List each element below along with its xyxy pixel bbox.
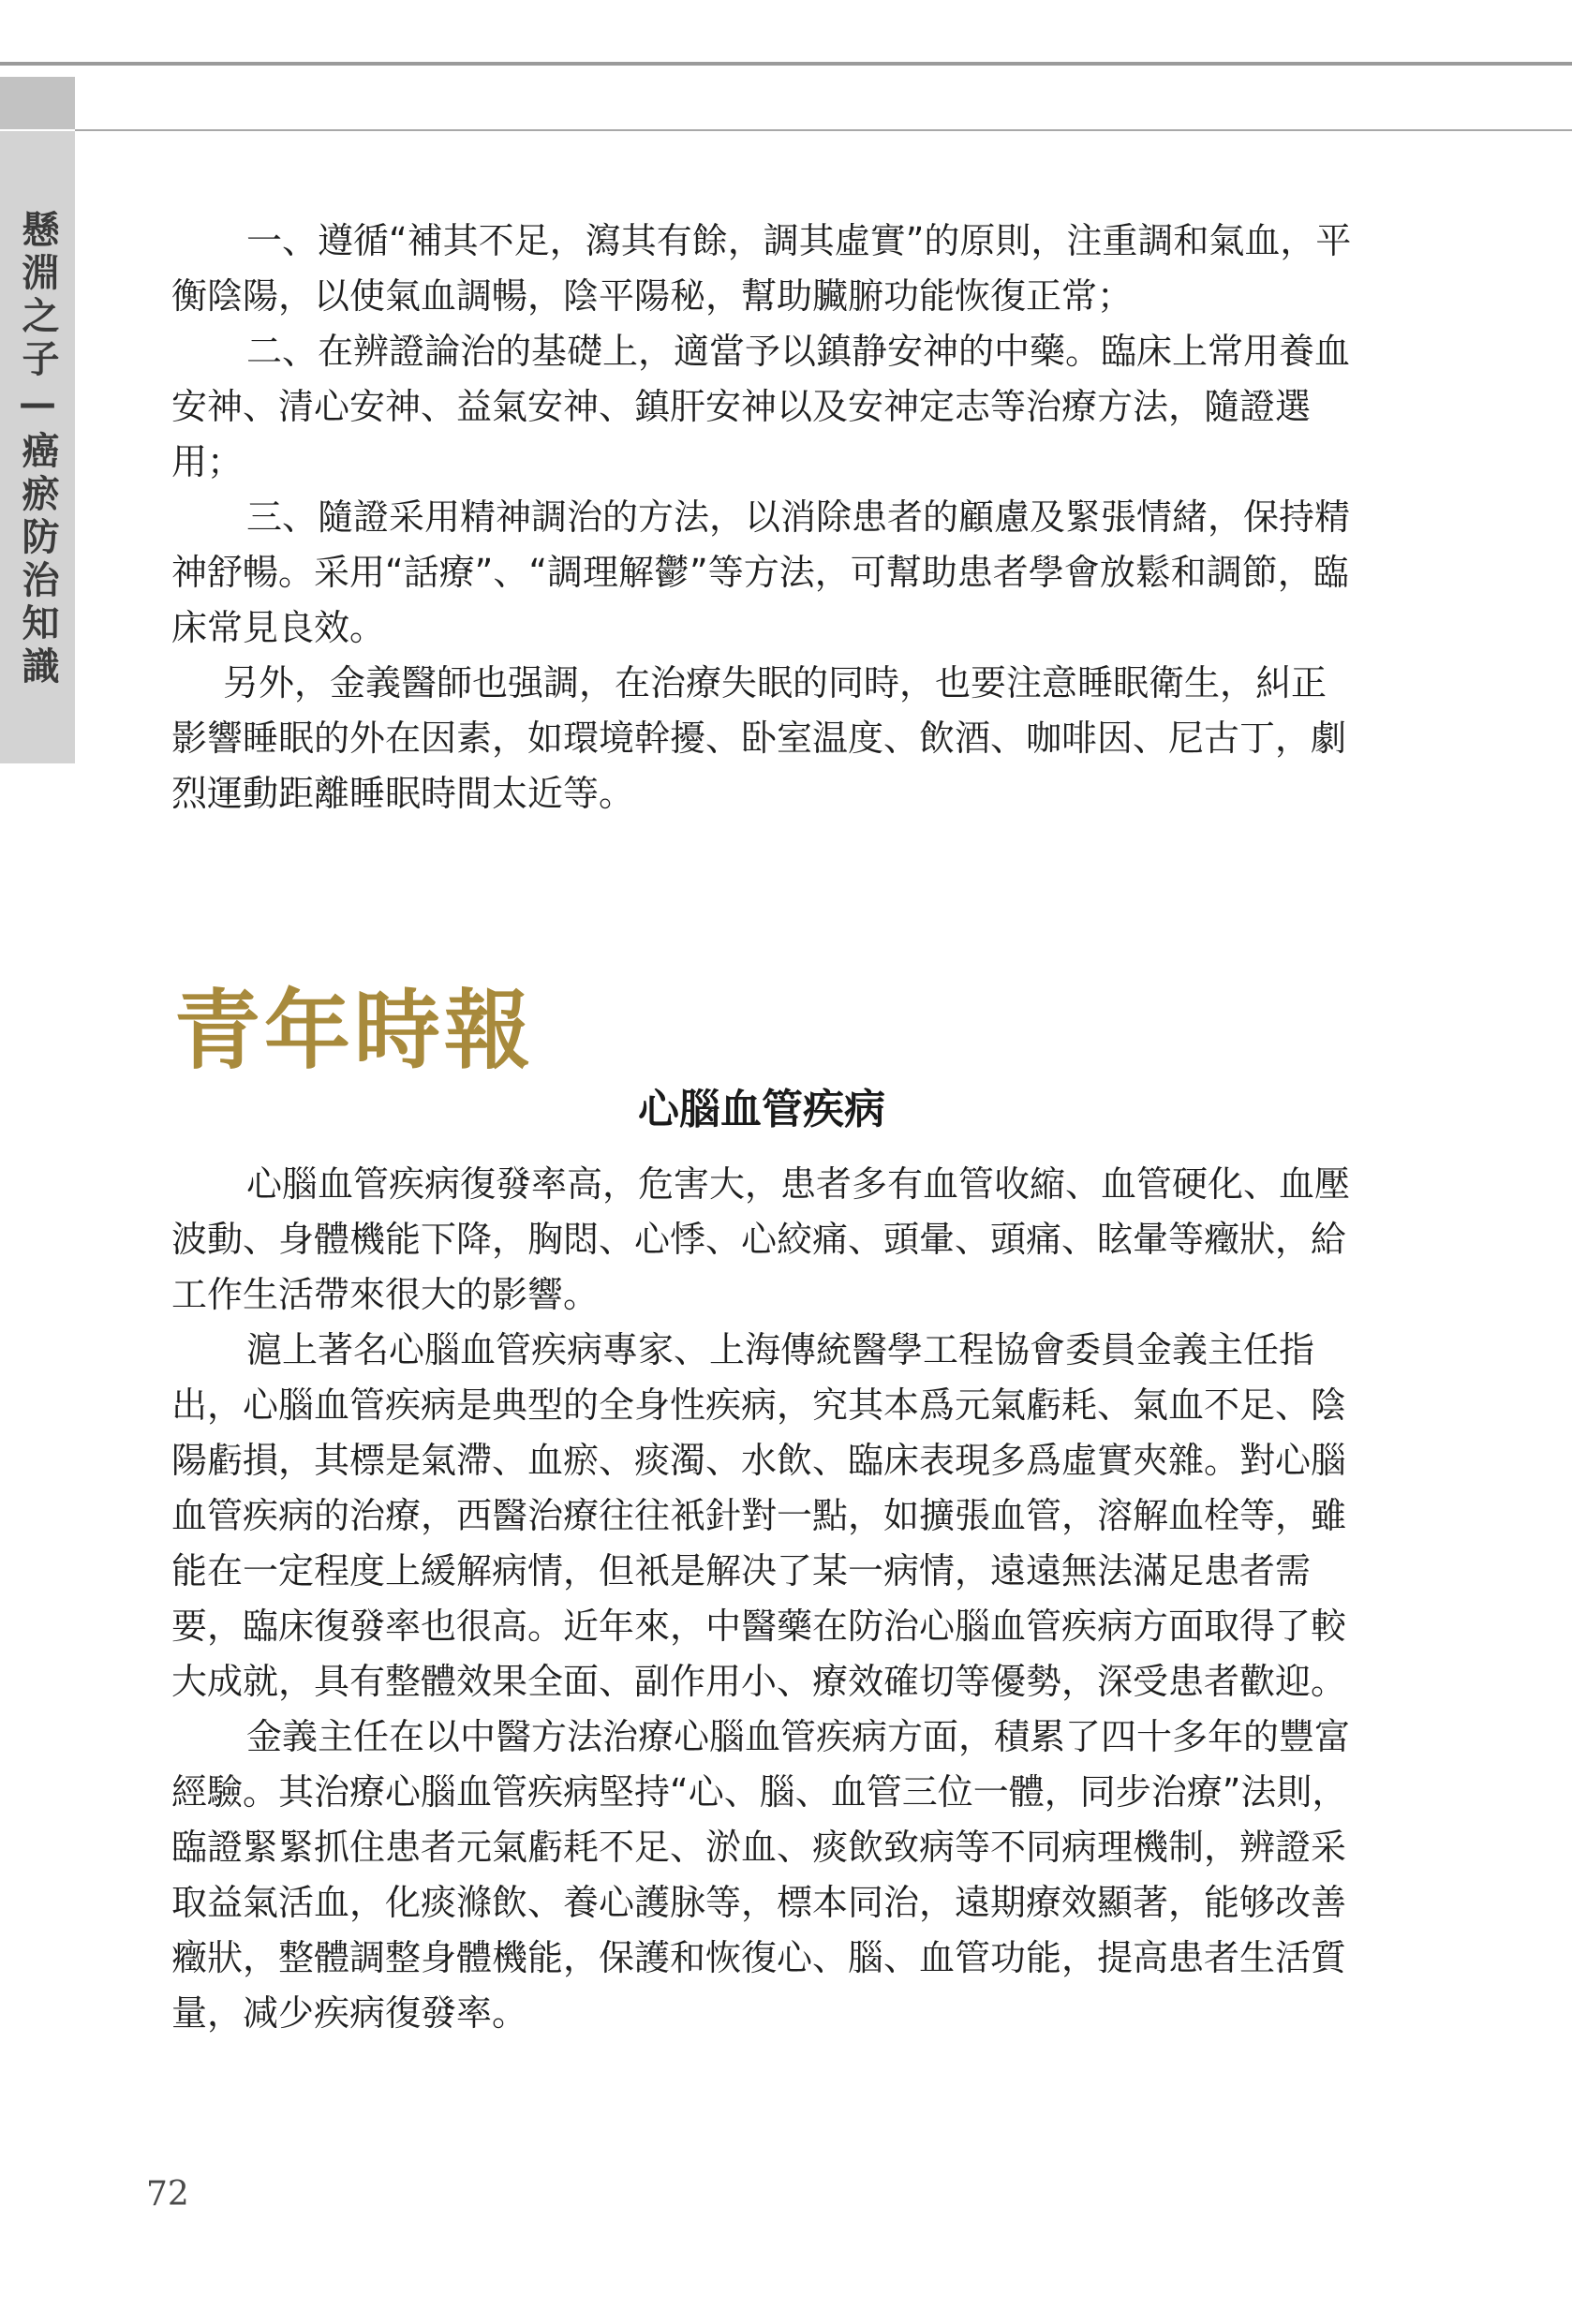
paragraph: 心腦血管疾病復發率高，危害大，患者多有血管收縮、血管硬化、血壓波動、身體機能下降，胸悶、心悸、心絞痛、頭暈、頭痛、眩暈等癥狀，給工作生活帶來很大的影響。 [171,1163,1351,1315]
article-body [171,1157,1352,2041]
header-rule [0,62,1572,66]
paragraph: 滬上著名心腦血管疾病專家、上海傳統醫學工程協會委員金義主任指出，心腦血管疾病是典型的全身性疾病，究其本爲元氣虧耗、氣血不足、陰陽虧損，其標是氣滯、血瘀、痰濁、水飲、臨床表現多爲虛實夾雜。對心腦血管疾病的治療，西醫治療往往衹針對一點，如擴張血管，溶解血栓等，雖能在一定程度上緩解病情，但衹是解决了某一病情，遠遠無法滿足患者需要，臨床復發率也很高。近年來，中醫藥在防治心腦血管疾病方面取得了較大成就，具有整體效果全面、副作用小、療效確切等優勢，深受患者歡迎。 [171,1329,1347,1702]
paragraph: 二、在辨證論治的基礎上，適當予以鎮静安神的中藥。臨床上常用養血安神、清心安神、益氣安神、鎮肝安神以及安神定志等治療方法，隨證選用； [171,331,1351,482]
side-tab-title: 懸淵之子—癌瘀防治知識 [16,210,59,689]
paragraph: 一、遵循“補其不足，瀉其有餘，調其虛實”的原則，注重調和氣血，平衡陰陽，以使氣血調暢，陰平陽秘，幫助臟腑功能恢復正常； [171,220,1352,317]
header-corner-block [0,77,75,129]
header-thin-rule [75,129,1572,131]
article-title: 心腦血管疾病 [638,1086,885,1133]
newspaper-masthead: 青年時報 [174,980,535,1081]
paragraph: 金義主任在以中醫方法治療心腦血管疾病方面，積累了四十多年的豐富經驗。其治療心腦血管疾病堅持“心、腦、血管三位一體，同步治療”法則，臨證緊緊抓住患者元氣虧耗不足、淤血、痰飲致病等不同病理機制，辨證采取益氣活血，化痰滌飲、養心護脉等，標本同治，遠期療效顯著，能够改善癥狀，整體調整身體機能，保護和恢復心、腦、血管功能，提高患者生活質量，减少疾病復發率。 [171,1716,1351,2034]
paragraph: 三、隨證采用精神調治的方法，以消除患者的顧慮及緊張情緒，保持精神舒暢。采用“話療”、“調理解鬱”等方法，可幫助患者學會放鬆和調節，臨床常見良效。 [171,496,1351,648]
section-top [171,214,1352,822]
page-number: 72 [146,2175,189,2213]
paragraph: 另外，金義醫師也强調，在治療失眠的同時，也要注意睡眠衛生，糾正影響睡眠的外在因素，如環境幹擾、卧室温度、飲酒、咖啡因、尼古丁，劇烈運動距離睡眠時間太近等。 [171,662,1347,814]
